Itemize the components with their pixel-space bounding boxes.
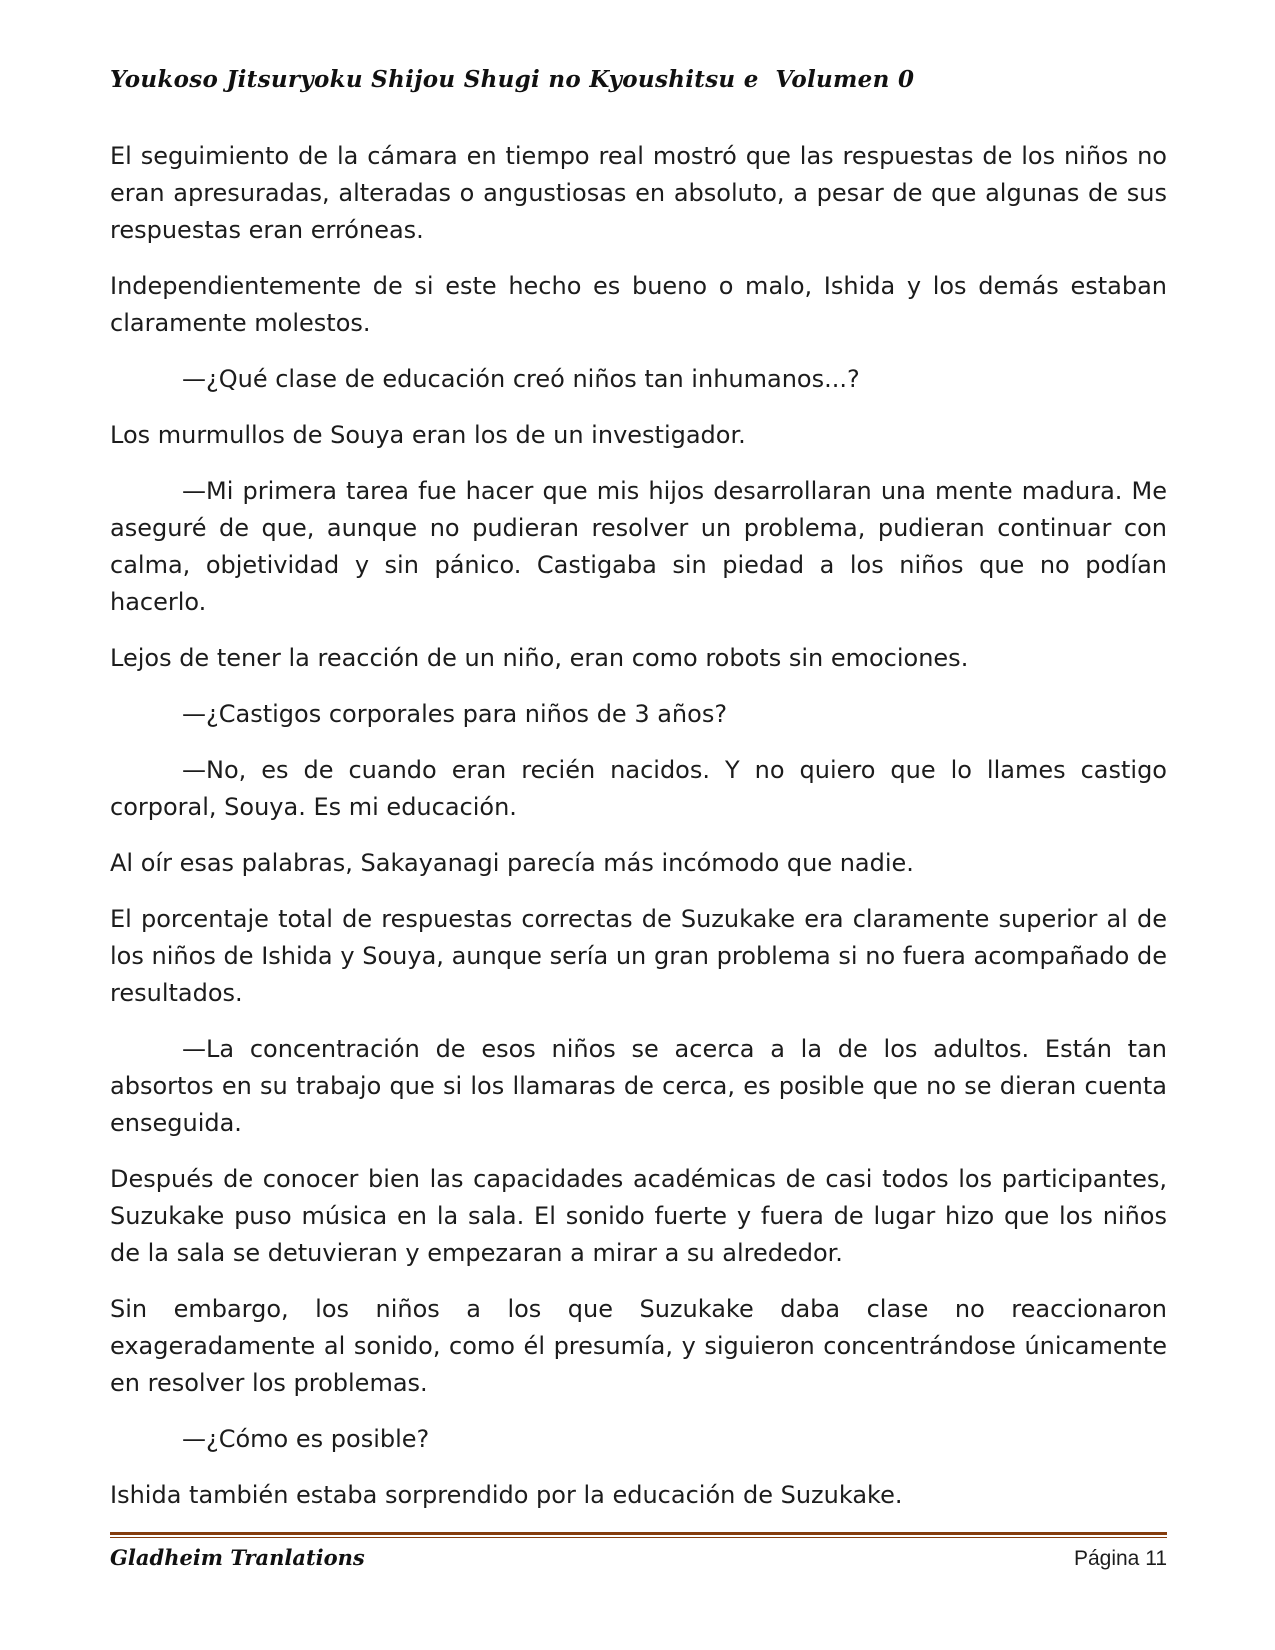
dialogue-paragraph: —¿Qué clase de educación creó niños tan inhumanos...? <box>182 365 860 393</box>
dialogue-paragraph: —¿Cómo es posible? <box>182 1425 430 1453</box>
paragraph: Lejos de tener la reacción de un niño, eran como robots sin emociones. <box>110 644 969 672</box>
paragraph: Después de conocer bien las capacidades académicas de casi todos los participantes, Suzukake puso música en la sala. El sonido fuerte y fuera de lugar hizo que los niños de la sala se detuvieran y empezaran a mirar a su alrededor. <box>110 1165 1167 1267</box>
paragraph: El porcentaje total de respuestas correctas de Suzukake era claramente superior al de los niños de Ishida y Souya, aunque sería un gran problema si no fuera acompañado de resultados. <box>110 905 1167 1007</box>
dialogue-paragraph: —Mi primera tarea fue hacer que mis hijos desarrollaran una mente madura. Me aseguré de que, aunque no pudieran resolver un problema, pudieran continuar con calma, objetividad y sin pánico. Castigaba sin piedad a los niños que no podían hacerlo. <box>110 477 1167 616</box>
paragraph: Los murmullos de Souya eran los de un investigador. <box>110 421 746 449</box>
dialogue-paragraph: —No, es de cuando eran recién nacidos. Y no quiero que lo llames castigo corporal, Souya. Es mi educación. <box>110 756 1167 821</box>
dialogue-paragraph: —La concentración de esos niños se acerca a la de los adultos. Están tan absortos en su trabajo que si los llamaras de cerca, es posible que no se dieran cuenta enseguida. <box>110 1035 1167 1137</box>
footer-rule <box>110 1532 1167 1538</box>
footer-translator-name: Gladheim Tranlations <box>110 1545 365 1570</box>
paragraph: Sin embargo, los niños a los que Suzukake daba clase no reaccionaron exageradamente al sonido, como él presumía, y siguieron concentrándose únicamente en resolver los problemas. <box>110 1295 1167 1397</box>
footer-page-number: Página 11 <box>1073 1547 1167 1570</box>
paragraph: Al oír esas palabras, Sakayanagi parecía más incómodo que nadie. <box>110 849 914 877</box>
document-title: Youkoso Jitsuryoku Shijou Shugi no Kyoushitsu e Volumen 0 <box>110 66 915 93</box>
page-footer <box>110 1532 1167 1571</box>
paragraph: Independientemente de si este hecho es bueno o malo, Ishida y los demás estaban claramente molestos. <box>110 272 1167 337</box>
footer-row <box>110 1545 1167 1571</box>
paragraph: El seguimiento de la cámara en tiempo real mostró que las respuestas de los niños no eran apresuradas, alteradas o angustiosas en absoluto, a pesar de que algunas de sus respuestas eran erróneas. <box>110 142 1167 244</box>
dialogue-paragraph: —¿Castigos corporales para niños de 3 años? <box>182 700 728 728</box>
page-header <box>110 66 1167 93</box>
document-body <box>110 138 1167 1533</box>
paragraph: Ishida también estaba sorprendido por la educación de Suzukake. <box>110 1481 903 1509</box>
